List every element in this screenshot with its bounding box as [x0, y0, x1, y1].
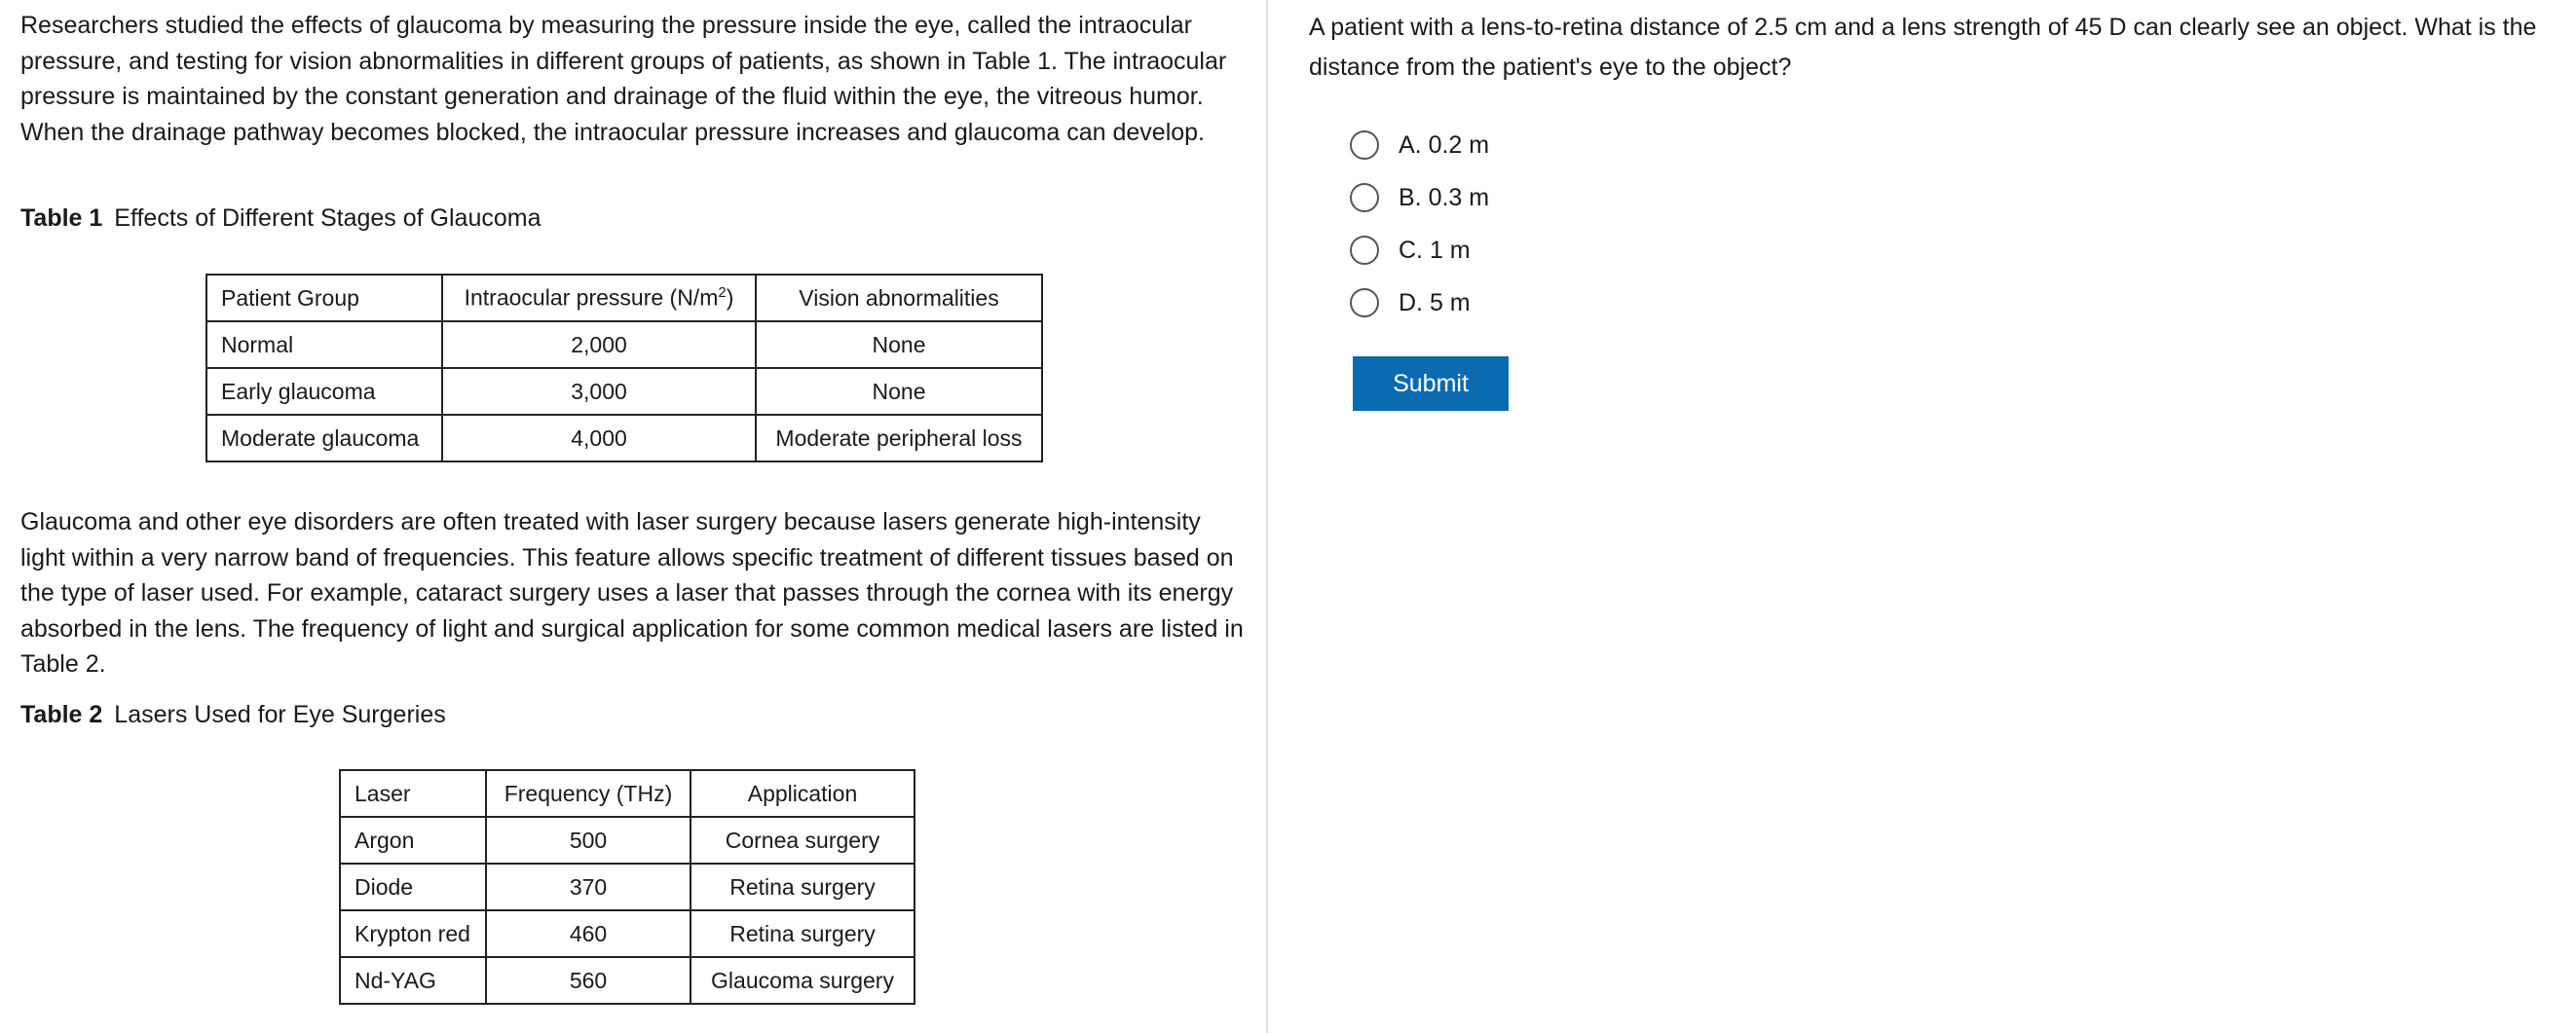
passage-pane [0, 0, 1266, 1033]
table-row [340, 957, 915, 1004]
glaucoma-stages-table [205, 274, 1043, 462]
choice-c-text: 1 m [1429, 236, 1471, 264]
table1-header-pressure-base: Intraocular pressure (N/m [464, 284, 719, 311]
table2-cell-laser: Diode [340, 864, 486, 910]
table2-caption-text: Lasers Used for Eye Surgeries [114, 701, 446, 728]
choice-d-letter: D. [1399, 288, 1423, 316]
table1-header-pressure-end: ) [726, 284, 734, 311]
table2-cell-application: Retina surgery [691, 864, 915, 910]
table1-header-pressure-sup: 2 [718, 284, 727, 302]
table1-header-vision: Vision abnormalities [756, 275, 1042, 321]
table-row [206, 368, 1042, 415]
table1-caption-number: Table 1 [20, 204, 103, 232]
choice-d-label [1399, 289, 1471, 317]
choice-a-label [1399, 131, 1489, 160]
radio-button-d[interactable] [1350, 288, 1379, 317]
submit-button[interactable]: Submit [1353, 356, 1509, 411]
table1-cell-pressure: 3,000 [442, 368, 756, 415]
choice-c-label [1399, 237, 1471, 265]
radio-button-a[interactable] [1350, 130, 1379, 160]
table1-cell-pressure: 2,000 [442, 321, 756, 368]
table2-header-row [340, 770, 915, 817]
table2-cell-application: Glaucoma surgery [691, 957, 915, 1004]
passage-paragraph-2: Glaucoma and other eye disorders are often treated with laser surgery because lasers generate high-intensity light within a very narrow band of frequencies. This feature allows specific treatment of different tissues based on the type of laser used. For example, cataract surgery uses a laser that passes through the cornea with its energy absorbed in the lens. The frequency of light and surgical application for some common medical lasers are listed in Table 2. [20, 508, 1244, 678]
table1-header-row [206, 275, 1042, 321]
table2-cell-application: Cornea surgery [691, 817, 915, 864]
table2-cell-frequency: 370 [486, 864, 691, 910]
choice-c[interactable] [1350, 224, 1489, 277]
table2-header-frequency: Frequency (THz) [486, 770, 691, 817]
table2-caption [20, 701, 446, 729]
table1-cell-vision: Moderate peripheral loss [756, 415, 1042, 461]
table1-caption-text: Effects of Different Stages of Glaucoma [114, 204, 541, 232]
choice-a-letter: A. [1399, 130, 1422, 159]
radio-button-b[interactable] [1350, 183, 1379, 212]
table1-header-patient-group: Patient Group [206, 275, 442, 321]
radio-button-c[interactable] [1350, 236, 1379, 265]
choice-b-text: 0.3 m [1428, 183, 1490, 211]
table1-cell-group: Normal [206, 321, 442, 368]
eye-surgery-lasers-table [339, 769, 915, 1005]
table1-header-pressure [442, 275, 756, 321]
table-row [340, 910, 915, 957]
table1-cell-pressure: 4,000 [442, 415, 756, 461]
choice-d-text: 5 m [1429, 288, 1471, 316]
table-row [340, 817, 915, 864]
table2-cell-frequency: 460 [486, 910, 691, 957]
table-row [206, 321, 1042, 368]
table1-cell-vision: None [756, 368, 1042, 415]
table2-cell-frequency: 560 [486, 957, 691, 1004]
table2-header-application: Application [691, 770, 915, 817]
table2-cell-application: Retina surgery [691, 910, 915, 957]
table2-cell-laser: Krypton red [340, 910, 486, 957]
answer-choices [1350, 119, 1489, 329]
table1-cell-group: Moderate glaucoma [206, 415, 442, 461]
table-row [206, 415, 1042, 461]
choice-c-letter: C. [1399, 236, 1423, 264]
table2-cell-laser: Argon [340, 817, 486, 864]
table1-cell-vision: None [756, 321, 1042, 368]
table-row [340, 864, 915, 910]
choice-d[interactable] [1350, 277, 1489, 329]
table1-cell-group: Early glaucoma [206, 368, 442, 415]
table2-cell-laser: Nd-YAG [340, 957, 486, 1004]
table2-caption-number: Table 2 [20, 701, 103, 728]
choice-a[interactable] [1350, 119, 1489, 171]
question-pane [1268, 0, 2576, 1033]
choice-a-text: 0.2 m [1428, 130, 1490, 159]
choice-b-letter: B. [1399, 183, 1422, 211]
passage-paragraph-1: Researchers studied the effects of glaucoma by measuring the pressure inside the eye, called the intraocular pressure, and testing for vision abnormalities in different groups of patients, as shown in Table 1. The intraocular pressure is maintained by the constant generation and drainage of the fluid within the eye, the vitreous humor. When the drainage pathway becomes blocked, the intraocular pressure increases and glaucoma can develop. [20, 12, 1227, 146]
question-stem: A patient with a lens-to-retina distance of 2.5 cm and a lens strength of 45 D can clearly see an object. What is the distance from the patient's eye to the object? [1309, 14, 2537, 81]
choice-b-label [1399, 184, 1489, 212]
choice-b[interactable] [1350, 171, 1489, 224]
table1-caption [20, 204, 541, 233]
table2-cell-frequency: 500 [486, 817, 691, 864]
table2-header-laser: Laser [340, 770, 486, 817]
